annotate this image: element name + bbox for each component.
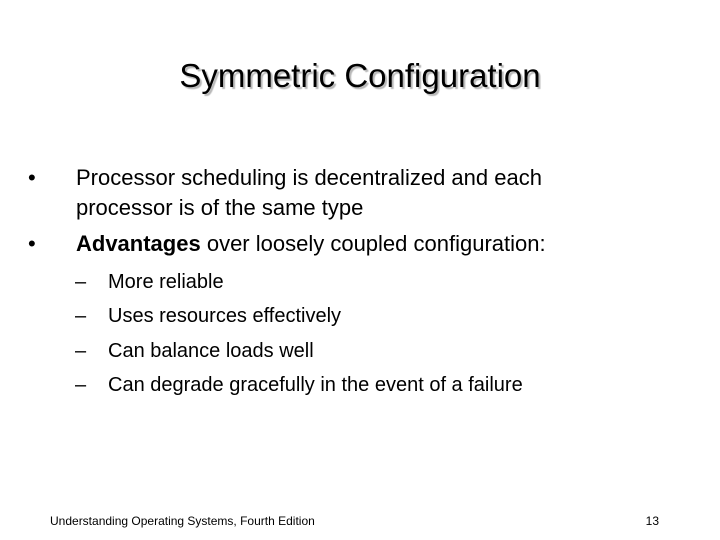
bullet-marker: • bbox=[28, 165, 36, 190]
subbullet-text: More reliable bbox=[108, 271, 224, 293]
page-number: 13 bbox=[645, 514, 659, 528]
subbullet-marker: – bbox=[75, 271, 87, 293]
bullet-text bbox=[76, 163, 696, 223]
bullet-rest-text: over loosely coupled configuration: bbox=[200, 231, 546, 256]
bullet-text-line: processor is of the same type bbox=[76, 195, 364, 220]
bullet-marker: • bbox=[28, 231, 36, 256]
subbullet-marker: – bbox=[75, 374, 87, 396]
subbullet-text: Can balance loads well bbox=[108, 340, 314, 362]
subbullet-text: Uses resources effectively bbox=[108, 305, 342, 327]
slide-title: Symmetric Configuration bbox=[179, 57, 541, 94]
subbullet-marker: – bbox=[75, 305, 87, 327]
subbullet-text: Can degrade gracefully in the event of a failure bbox=[108, 374, 523, 396]
bullet-bold-text: Advantages bbox=[76, 231, 201, 256]
footer-book-title: Understanding Operating Systems, Fourth Edition bbox=[50, 514, 315, 528]
bullet-text bbox=[76, 229, 696, 259]
bullet-text-line: Processor scheduling is decentralized and each bbox=[76, 165, 542, 190]
subbullet-marker: – bbox=[75, 340, 87, 362]
